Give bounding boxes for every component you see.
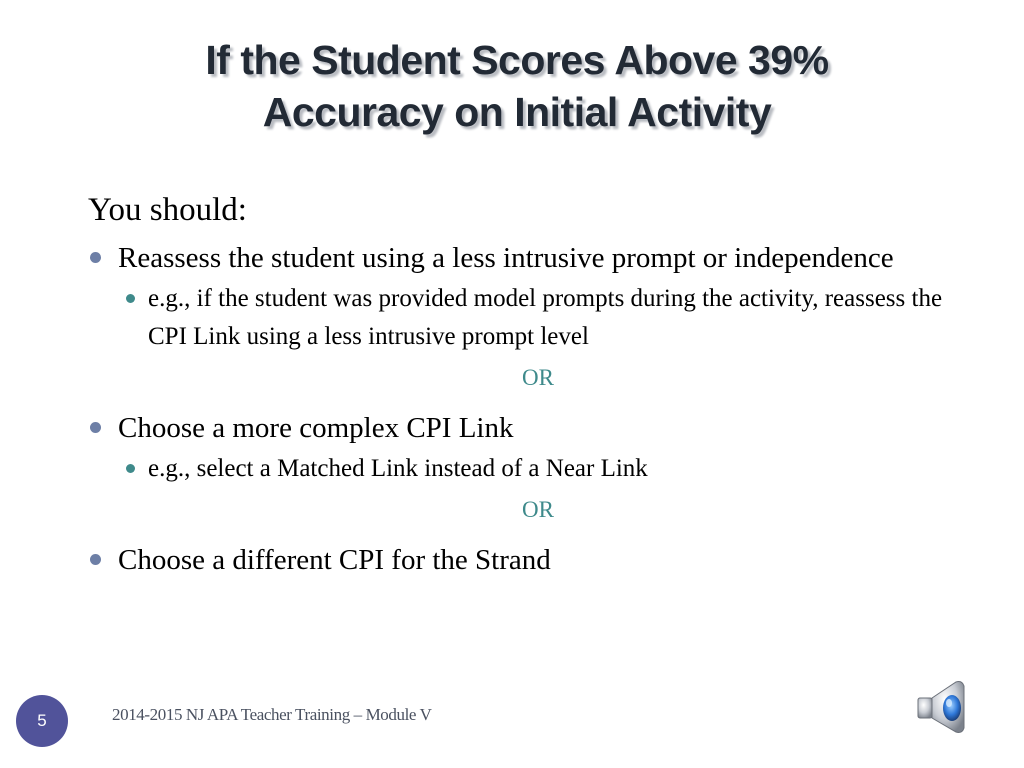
sub-bullet-text: e.g., select a Matched Link instead of a Near Link: [148, 455, 648, 482]
bullet-text: Choose a different CPI for the Strand: [118, 544, 551, 576]
slide-title: [60, 34, 974, 138]
bullet-text: Choose a more complex CPI Link: [118, 412, 514, 444]
title-line-1: If the Student Scores Above 39%: [205, 37, 829, 83]
speaker-icon[interactable]: [912, 676, 980, 738]
bullet-item-reassess: [88, 238, 948, 278]
bullet-text: Reassess the student using a less intrusive prompt or independence: [118, 242, 894, 274]
page-number-badge: 5: [16, 695, 68, 747]
sub-bullet-dot-icon: [126, 294, 135, 303]
title-line-2: Accuracy on Initial Activity: [262, 89, 772, 135]
bullet-item-different-cpi: [88, 540, 948, 580]
or-separator-1: OR: [522, 365, 554, 390]
footer-text: 2014-2015 NJ APA Teacher Training – Module V: [112, 705, 432, 724]
slide-body: [88, 190, 948, 582]
bullet-dot-icon: [90, 422, 101, 433]
speaker-icon-graphic: [912, 676, 980, 738]
sub-bullet-item-model-prompts: [88, 280, 948, 356]
intro-text: You should:: [88, 192, 247, 228]
bullet-item-complex-link: [88, 408, 948, 448]
or-separator-2: OR: [522, 497, 554, 522]
bullet-dot-icon: [90, 554, 101, 565]
sub-bullet-item-matched-link: [88, 450, 948, 488]
sub-bullet-dot-icon: [126, 464, 135, 473]
sub-bullet-text: e.g., if the student was provided model prompts during the activity, reassess the CPI Link using a less intrusive prompt level: [148, 285, 943, 350]
bullet-dot-icon: [90, 252, 101, 263]
